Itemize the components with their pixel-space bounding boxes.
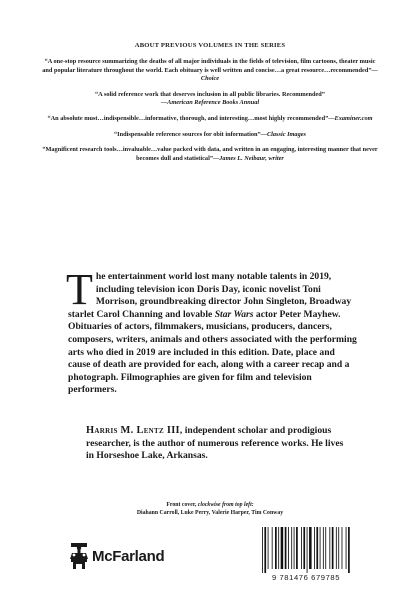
publisher-logo <box>68 541 164 571</box>
review-source: —Choice <box>200 66 378 83</box>
barcode-bar <box>325 527 326 569</box>
barcode-bar <box>329 527 330 569</box>
author-bio-text: , independent scholar and prodigious researcher, is the author of numerous reference works. He lives in Horseshoe Lake, Arkansas. <box>86 425 344 462</box>
author-bio <box>86 425 350 463</box>
barcode-bar <box>272 527 273 569</box>
barcode-bar <box>278 527 279 569</box>
reviews-heading: ABOUT PREVIOUS VOLUMES IN THE SERIES <box>134 42 286 49</box>
barcode-bar <box>314 527 315 569</box>
cover-credits-label <box>90 501 330 509</box>
barcode-bar <box>262 527 263 573</box>
barcode-bar <box>346 527 347 569</box>
barcode-bar <box>303 527 305 569</box>
review-source: —James L. Neibaur, writer <box>212 154 284 162</box>
barcode-bar <box>348 527 350 573</box>
isbn-digits: 9 781476 679785 <box>271 573 341 582</box>
barcode-bar <box>294 527 295 569</box>
bookbinder-press-icon <box>68 541 90 571</box>
barcode-bar <box>342 527 343 569</box>
barcode-bar <box>264 527 266 573</box>
review-item <box>40 131 380 140</box>
barcode-bar <box>320 527 321 569</box>
review-item <box>40 146 380 163</box>
review-quote: “An absolute must…indispensible…informative, thorough, and interesting…most highly recommended” <box>47 114 329 122</box>
description-text <box>66 265 358 397</box>
review-source: —Examiner.com <box>328 114 373 122</box>
review-quote: “A solid reference work that deserves inclusion in all public libraries. Recommended” <box>95 90 325 98</box>
cover-credits <box>90 501 330 517</box>
review-item <box>40 91 380 108</box>
cover-credits-label-plain: Front cover, <box>166 502 198 508</box>
cover-credits-label-italic: clockwise from top left: <box>197 502 254 508</box>
barcode-bar <box>332 527 334 569</box>
barcode-bar <box>338 527 339 569</box>
barcode-bar <box>291 527 292 569</box>
barcode-bar <box>281 527 284 569</box>
review-quote: “Indispensable reference sources for obit information” <box>114 130 261 138</box>
review-item <box>40 115 380 124</box>
publisher-name: McFarland <box>92 547 165 565</box>
reviews-section <box>40 42 380 170</box>
barcode-bar <box>285 527 287 569</box>
review-quote: “A one-stop resource summarizing the deaths of all major individuals in the fields of television, film cartoons, theater music and popular literature throughout the world. Each obituary is well written and concise…a great resource…recommended” <box>42 58 376 74</box>
barcode-bar <box>307 527 308 573</box>
drop-cap: T <box>66 265 93 314</box>
description-part-2: actor Peter Mayhew. Obituaries of actors, filmmakers, musicians, producers, dancers, composers, writers, animals and others associated with the performing arts who died in 2019 are included in this edition. Date, place and cause of death are provided for each, along with a career recap and a photograph. Filmographies are given for film and television performers. <box>68 308 357 396</box>
barcode-bars <box>258 527 354 573</box>
barcode-bar <box>316 527 318 569</box>
barcode-bar <box>336 527 337 569</box>
cover-credits-names: Diahann Carroll, Luke Perry, Valerie Harper, Tim Conway <box>136 510 284 516</box>
barcode-bar <box>288 527 289 569</box>
barcode-bar <box>309 527 312 569</box>
barcode-bar <box>275 527 277 569</box>
review-quote: “Magnificent research tools…invaluable…value packed with data, and written in an engaging, interesting manner that never becomes dull and statistical” <box>42 146 378 162</box>
review-source: —Classic Images <box>260 130 306 138</box>
barcode-bar <box>323 527 324 569</box>
isbn-barcode <box>258 527 354 583</box>
barcode-bar <box>268 527 269 569</box>
book-description <box>66 265 358 397</box>
description-italic-title: Star Wars <box>214 308 254 320</box>
barcode-bar <box>296 527 298 569</box>
author-name: Harris M. Lentz III <box>86 425 180 436</box>
review-item <box>40 58 380 84</box>
barcode-bar <box>301 527 302 569</box>
review-source: —American Reference Books Annual <box>160 99 260 107</box>
description-part-1: he entertainment world lost many notable talents in 2019, including television icon Doris Day, iconic novelist Toni Morrison, groundbreaking director John Singleton, Broadway starlet Carol Channing and lovable <box>68 271 352 320</box>
